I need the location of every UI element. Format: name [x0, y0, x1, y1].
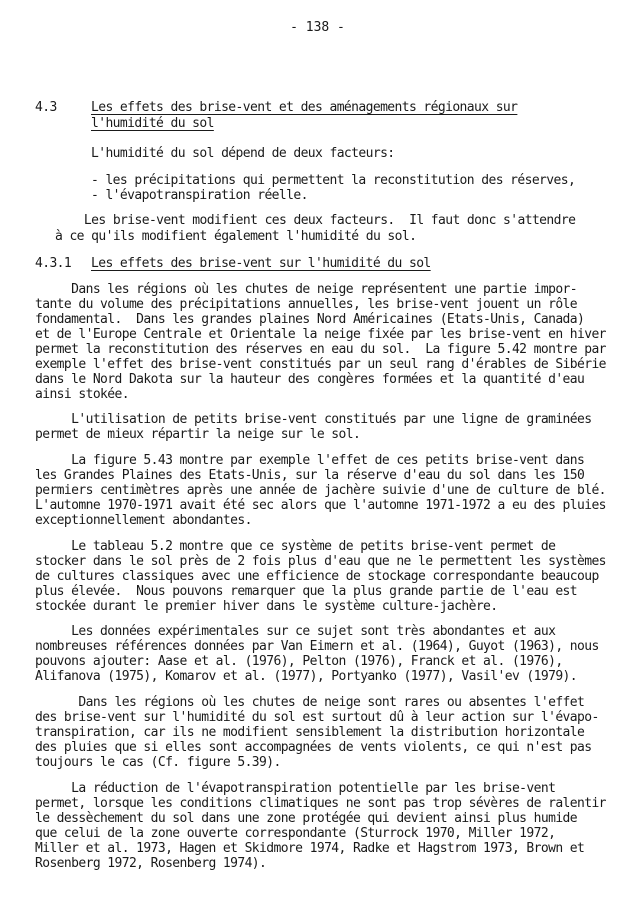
- paragraph-line: permet, lorsque les conditions climatiques ne sont pas trop sévères de ralentir: [35, 796, 606, 811]
- paragraph-line: plus élevée. Nous pouvons remarquer que la plus grande partie de l'eau est: [35, 584, 578, 599]
- intro-line: L'humidité du sol dépend de deux facteurs:: [91, 146, 395, 161]
- paragraph-line: Miller et al. 1973, Hagen et Skidmore 1974, Radke et Hagstrom 1973, Brown et: [35, 841, 585, 856]
- section-number: 4.3.1: [35, 256, 72, 271]
- paragraph-line: que celui de la zone ouverte correspondante (Sturrock 1970, Miller 1972,: [35, 826, 556, 841]
- paragraph-line: tante du volume des précipitations annuelles, les brise-vent jouent un rôle: [35, 297, 578, 312]
- paragraph-line: à ce qu'ils modifient également l'humidité du sol.: [55, 229, 417, 244]
- paragraph-line: L'automne 1970-1971 avait été sec alors que l'automne 1971-1972 a eu des pluies: [35, 498, 606, 513]
- paragraph-line: La réduction de l'évapotranspiration potentielle par les brise-vent: [35, 781, 556, 796]
- paragraph-line: L'utilisation de petits brise-vent constitués par une ligne de graminées: [35, 412, 592, 427]
- paragraph-line: permet la reconstitution des réserves en eau du sol. La figure 5.42 montre par: [35, 342, 606, 357]
- paragraph-line: et de l'Europe Centrale et Orientale la neige fixée par les brise-vent en hiver: [35, 327, 606, 342]
- page-number: - 138 -: [290, 20, 345, 35]
- paragraph-line: exemple l'effet des brise-vent constitués par un seul rang d'érables de Sibérie: [35, 357, 606, 372]
- section-number: 4.3: [35, 100, 57, 115]
- section-title-line: Les effets des brise-vent sur l'humidité du sol: [91, 256, 431, 271]
- paragraph-line: Alifanova (1975), Komarov et al. (1977), Portyanko (1977), Vasil'ev (1979).: [35, 669, 578, 684]
- paragraph-line: stockée durant le premier hiver dans le système culture-jachère.: [35, 599, 498, 614]
- bullet-item: - l'évapotranspiration réelle.: [91, 188, 308, 203]
- paragraph-line: permiers centimètres après une année de jachère suivie d'une de culture de blé.: [35, 483, 606, 498]
- paragraph-line: les Grandes Plaines des Etats-Unis, sur la réserve d'eau du sol dans les 150: [35, 468, 585, 483]
- paragraph-line: des brise-vent sur l'humidité du sol est surtout dû à leur action sur l'évapo-: [35, 710, 599, 725]
- paragraph-line: exceptionnellement abondantes.: [35, 513, 252, 528]
- paragraph-line: Rosenberg 1972, Rosenberg 1974).: [35, 856, 267, 871]
- paragraph-line: stocker dans le sol près de 2 fois plus d'eau que ne le permettent les systèmes: [35, 554, 606, 569]
- paragraph-line: Les brise-vent modifient ces deux facteurs. Il faut donc s'attendre: [55, 213, 576, 228]
- paragraph-line: Dans les régions où les chutes de neige représentent une partie impor-: [35, 282, 578, 297]
- paragraph-line: le dessèchement du sol dans une zone protégée qui devient ainsi plus humide: [35, 811, 578, 826]
- paragraph-line: dans le Nord Dakota sur la hauteur des congères formées et la quantité d'eau: [35, 372, 585, 387]
- paragraph-line: des pluies que si elles sont accompagnées de vents violents, ce qui n'est pas: [35, 740, 592, 755]
- paragraph-line: de cultures classiques avec une efficience de stockage correspondante beaucoup: [35, 569, 599, 584]
- paragraph-line: Les données expérimentales sur ce sujet sont très abondantes et aux: [35, 624, 556, 639]
- section-title-line: Les effets des brise-vent et des aménagements régionaux sur: [91, 100, 518, 115]
- paragraph-line: toujours le cas (Cf. figure 5.39).: [35, 755, 281, 770]
- paragraph-line: Le tableau 5.2 montre que ce système de petits brise-vent permet de: [35, 539, 556, 554]
- bullet-item: - les précipitations qui permettent la reconstitution des réserves,: [91, 173, 576, 188]
- paragraph-line: pouvons ajouter: Aase et al. (1976), Pelton (1976), Franck et al. (1976),: [35, 654, 563, 669]
- paragraph-line: Dans les régions où les chutes de neige sont rares ou absentes l'effet: [35, 695, 585, 710]
- paragraph-line: transpiration, car ils ne modifient sensiblement la distribution horizontale: [35, 725, 585, 740]
- paragraph-line: ainsi stokée.: [35, 387, 129, 402]
- paragraph-line: nombreuses références données par Van Eimern et al. (1964), Guyot (1963), nous: [35, 639, 599, 654]
- section-title-line: l'humidité du sol: [91, 116, 214, 131]
- paragraph-line: fondamental. Dans les grandes plaines Nord Américaines (Etats-Unis, Canada): [35, 312, 585, 327]
- paragraph-line: permet de mieux répartir la neige sur le sol.: [35, 427, 361, 442]
- paragraph-line: La figure 5.43 montre par exemple l'effet de ces petits brise-vent dans: [35, 453, 585, 468]
